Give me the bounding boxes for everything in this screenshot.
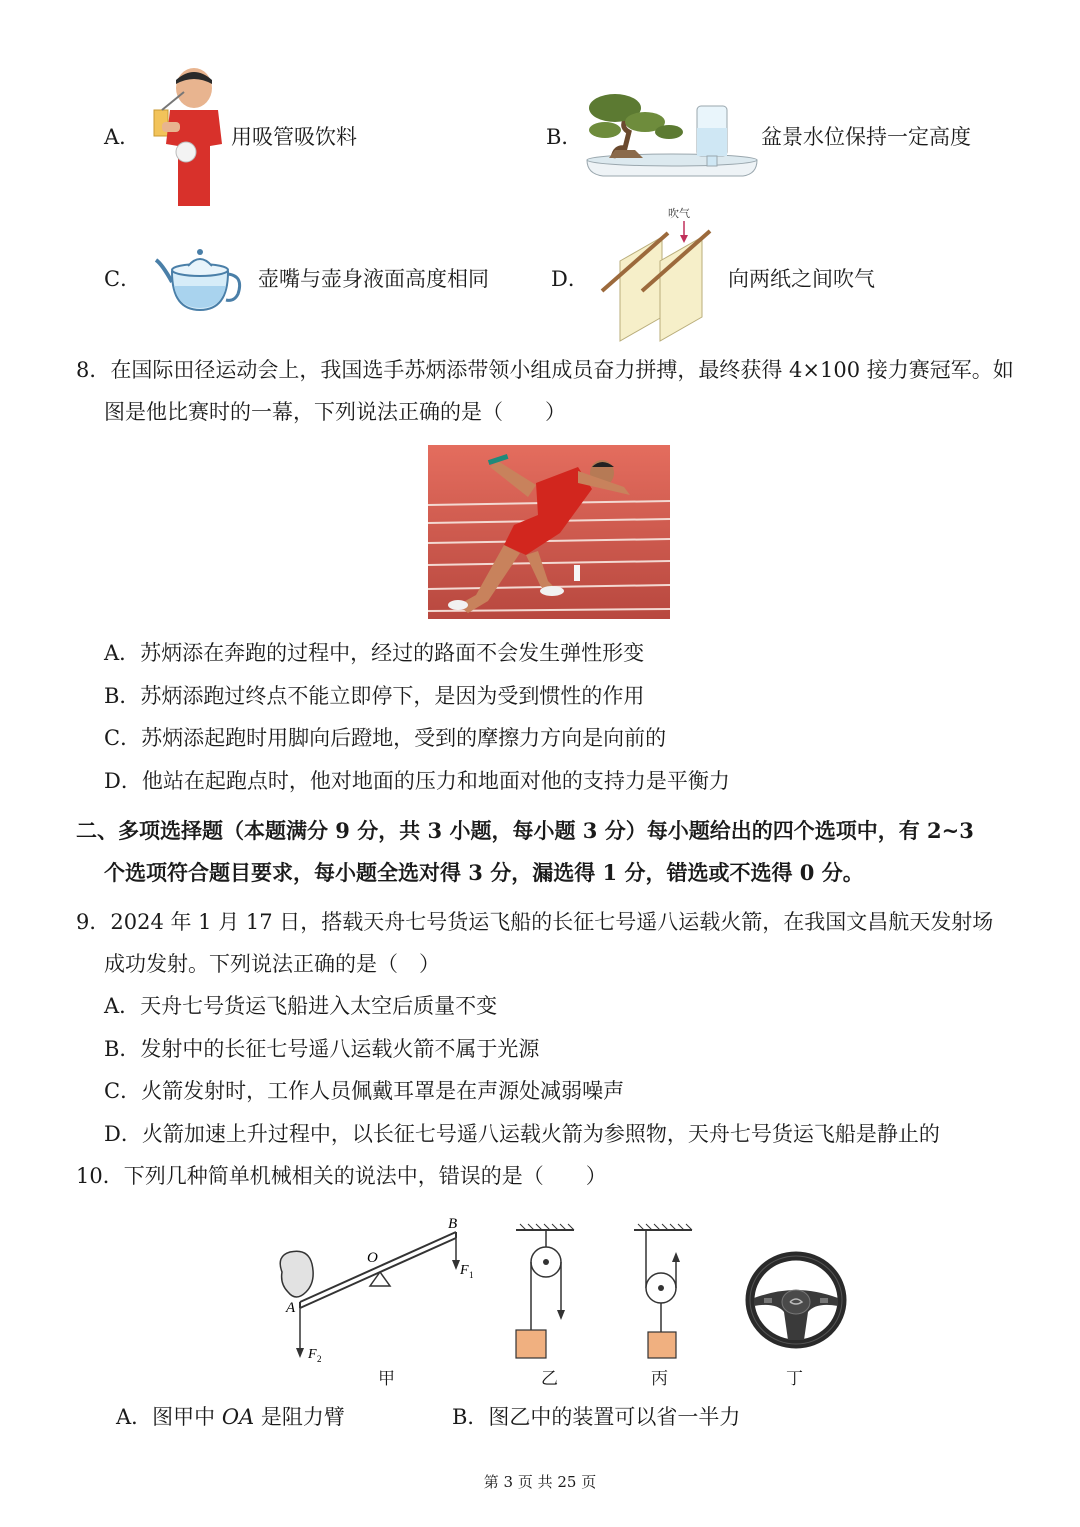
q10-option-a-prefix: A．图甲中 — [116, 1405, 222, 1429]
q8-option-d: D．他站在起跑点时，他对地面的压力和地面对他的支持力是平衡力 — [104, 769, 730, 793]
q7-option-c-text: 壶嘴与壶身液面高度相同 — [258, 267, 489, 291]
blow-label: 吹气 — [668, 207, 690, 220]
pulley-yi-diagram — [512, 1222, 578, 1364]
q10-option-a-suffix: 是阻力臂 — [254, 1405, 345, 1429]
section2-heading-line1: 二、多项选择题（本题满分 9 分，共 3 小题，每小题 3 分）每小题给出的四个选项中，有 2~3 — [76, 818, 974, 843]
figure-label-jia: 甲 — [378, 1369, 395, 1389]
q8-option-b: B．苏炳添跑过终点不能立即停下，是因为受到惯性的作用 — [104, 684, 645, 708]
q9-option-c: C．火箭发射时，工作人员佩戴耳罩是在声源处减弱噪声 — [104, 1079, 625, 1103]
section2-heading-line2: 个选项符合题目要求，每小题全选对得 3 分，漏选得 1 分，错选或不选得 0 分。 — [104, 860, 864, 885]
q8-stem-line2: 图是他比赛时的一幕，下列说法正确的是（ ） — [104, 400, 566, 424]
q7-option-a-letter: A． — [104, 125, 141, 149]
q9-stem-line2: 成功发射。下列说法正确的是（ ） — [104, 952, 440, 976]
sprinter-photo — [428, 445, 670, 619]
q9-option-d: D．火箭加速上升过程中，以长征七号遥八运载火箭为参照物，天舟七号货运飞船是静止的 — [104, 1122, 940, 1146]
figure-label-ding: 丁 — [786, 1369, 803, 1389]
q7-option-d-text: 向两纸之间吹气 — [728, 267, 875, 291]
lever-label-a: A — [286, 1300, 296, 1316]
q7-option-b-letter: B． — [546, 125, 583, 149]
lever-label-f2: F — [308, 1347, 317, 1362]
q7-option-a-text: 用吸管吸饮料 — [231, 125, 357, 149]
teapot-image — [152, 242, 244, 314]
lever-label-b: B — [448, 1216, 458, 1232]
lever-label-f2-sub: 2 — [317, 1354, 322, 1364]
page-footer: 第 3 页 共 25 页 — [483, 1473, 597, 1491]
q8-stem-line1: 8．在国际田径运动会上，我国选手苏炳添带领小组成员奋力拼搏，最终获得 4×100 接力赛冠军。如 — [76, 358, 1014, 382]
boy-drinking-image — [148, 66, 228, 208]
lever-label-f1: F — [460, 1263, 469, 1278]
q7-option-b-text: 盆景水位保持一定高度 — [761, 125, 971, 149]
bonsai-water-bottle-image — [585, 88, 760, 180]
two-papers-image — [598, 205, 718, 345]
q9-option-b: B．发射中的长征七号遥八运载火箭不属于光源 — [104, 1037, 540, 1061]
q9-option-a: A．天舟七号货运飞船进入太空后质量不变 — [104, 994, 498, 1018]
q8-option-a: A．苏炳添在奔跑的过程中，经过的路面不会发生弹性形变 — [104, 641, 645, 665]
steering-wheel-image — [746, 1252, 846, 1348]
q10-option-a-oa: OA — [221, 1405, 255, 1429]
q8-option-c: C．苏炳添起跑时用脚向后蹬地，受到的摩擦力方向是向前的 — [104, 726, 667, 750]
lever-label-f1-sub: 1 — [469, 1270, 474, 1280]
q10-stem: 10．下列几种简单机械相关的说法中，错误的是（ ） — [76, 1164, 607, 1188]
q10-option-b: B．图乙中的装置可以省一半力 — [452, 1405, 741, 1429]
q7-option-c-letter: C． — [104, 267, 142, 291]
figure-label-bing: 丙 — [651, 1369, 668, 1389]
q7-option-d-letter: D． — [551, 267, 589, 291]
q9-stem-line1: 9．2024 年 1 月 17 日，搭载天舟七号货运飞船的长征七号遥八运载火箭，在我国文昌航天发射场 — [76, 910, 994, 934]
figure-label-yi: 乙 — [541, 1369, 558, 1389]
lever-label-o: O — [367, 1250, 378, 1266]
pulley-bing-diagram — [630, 1222, 696, 1364]
q10-option-a — [116, 1403, 345, 1431]
